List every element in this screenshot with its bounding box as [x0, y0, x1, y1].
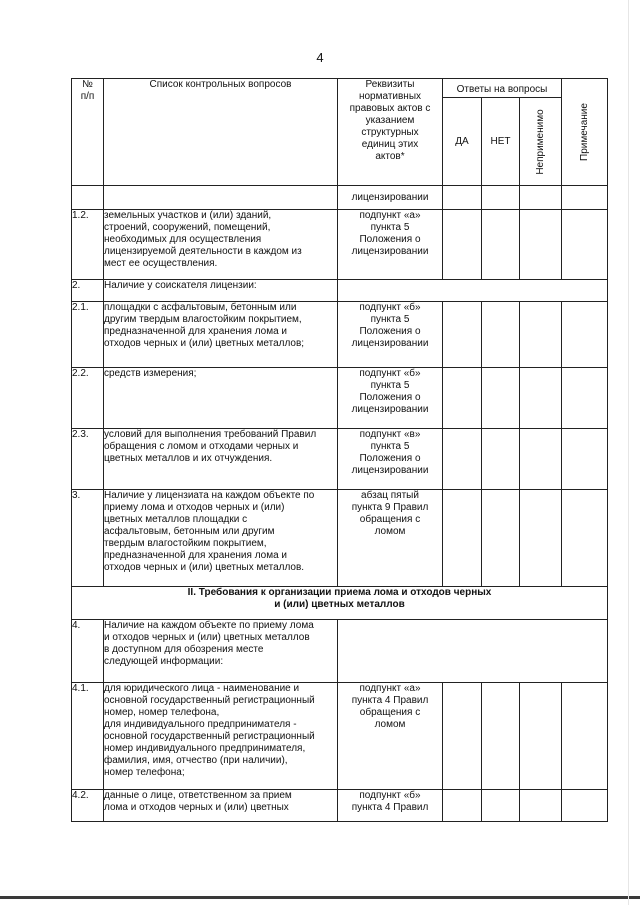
table-cell	[72, 490, 104, 587]
table-row	[72, 620, 608, 683]
table-cell	[443, 683, 482, 790]
table-cell	[72, 790, 104, 822]
table-cell	[338, 186, 443, 210]
table-cell	[482, 490, 520, 587]
table-cell	[482, 210, 520, 280]
table-cell	[562, 490, 608, 587]
table-cell	[562, 210, 608, 280]
question-text: земельных участков и (или) зданий, строений, сооружений, помещений, необходимых для осуществления лицензируемой деятельности в каждом из мест ее осуществления.	[104, 210, 338, 280]
cell-text: 4.1.	[72, 683, 89, 694]
table-cell	[443, 186, 482, 210]
table-cell	[562, 186, 608, 210]
table-row	[72, 368, 608, 429]
header-question-list	[104, 79, 338, 186]
table-cell	[520, 683, 562, 790]
cell-text: Список контрольных вопросов	[149, 79, 292, 90]
scan-bottom-edge	[0, 896, 640, 899]
table-cell	[482, 368, 520, 429]
table-cell	[562, 683, 608, 790]
table-cell	[443, 429, 482, 490]
table-cell	[562, 302, 608, 368]
table-cell	[72, 429, 104, 490]
table-cell	[443, 368, 482, 429]
header-note	[562, 79, 608, 186]
table-cell	[72, 186, 104, 210]
table-row	[72, 790, 608, 822]
table-cell	[520, 790, 562, 822]
table-cell: подпункт «б» пункта 5 Положения о лицензировании	[338, 302, 443, 368]
table-cell	[520, 210, 562, 280]
section-title: II. Требования к организации приема лома и отходов черных и (или) цветных металлов	[72, 587, 608, 620]
table-cell	[104, 280, 338, 302]
table-row	[72, 280, 608, 302]
table-cell	[482, 429, 520, 490]
table-cell	[520, 186, 562, 210]
legal-reference: подпункт «а» пункта 5 Положения о лицензировании	[338, 210, 443, 280]
checklist-table	[71, 78, 608, 822]
cell-text: ДА	[455, 135, 469, 147]
table-row	[72, 302, 608, 368]
table-cell: подпункт «в» пункта 5 Положения о лицензировании	[338, 429, 443, 490]
cell-text: № п/п	[80, 79, 95, 102]
cell-text: 1.2.	[72, 210, 89, 221]
table-cell	[482, 683, 520, 790]
table-cell	[443, 790, 482, 822]
cell-text: 4.	[72, 620, 81, 631]
table-cell	[443, 302, 482, 368]
table-cell	[72, 368, 104, 429]
table-cell	[482, 302, 520, 368]
table-cell	[338, 280, 608, 302]
table-row	[72, 186, 608, 210]
header-not-applicable	[520, 98, 562, 186]
header-no	[482, 98, 520, 186]
table-cell	[72, 620, 104, 683]
table-cell: подпункт «б» пункта 5 Положения о лицензировании	[338, 368, 443, 429]
table-cell	[72, 280, 104, 302]
cell-text: Примечание	[578, 103, 590, 161]
table-cell: Наличие на каждом объекте по приему лома и отходов черных и (или) цветных металлов в доступном для обозрения месте следующей информации:	[104, 620, 338, 683]
table-cell	[104, 186, 338, 210]
table-cell: подпункт «а» пункта 4 Правил обращения с ломом	[338, 683, 443, 790]
table-cell: площадки с асфальтовым, бетонным или другим твердым влагостойким покрытием, предназначенной для хранения лома и отходов черных и (или) цветных металлов;	[104, 302, 338, 368]
header-answers	[443, 79, 562, 98]
table-cell: для юридического лица - наименование и основной государственный регистрационный номер, номер телефона, для индивидуального предпринимателя - основной государственный регистрационный номер индивидуального предпринимателя, фамилия, имя, отчество (при наличии), номер телефона;	[104, 683, 338, 790]
table-cell	[72, 683, 104, 790]
cell-text: НЕТ	[490, 135, 511, 147]
table-cell: средств измерения;	[104, 368, 338, 429]
table-cell	[482, 186, 520, 210]
scan-right-edge	[628, 0, 629, 905]
table-cell	[482, 790, 520, 822]
header-legal-acts	[338, 79, 443, 186]
table-cell: условий для выполнения требований Правил обращения с ломом и отходами черных и цветных металлов и их отчуждения.	[104, 429, 338, 490]
cell-text: Неприменимо	[534, 108, 546, 175]
cell-text: 2.1.	[72, 302, 89, 313]
cell-text: 2.2.	[72, 368, 89, 379]
table-cell	[520, 368, 562, 429]
table-cell: абзац пятый пункта 9 Правил обращения с ломом	[338, 490, 443, 587]
table-cell: Наличие у лицензиата на каждом объекте по приему лома и отходов черных и (или) цветных металлов площадки с асфальтовым, бетонным или другим твердым влагостойким покрытием, предназначенной для хранения лома и отходов черных и (или) цветных металлов.	[104, 490, 338, 587]
table-cell: данные о лице, ответственном за прием лома и отходов черных и (или) цветных	[104, 790, 338, 822]
cell-text: лицензировании	[351, 192, 429, 203]
table-cell	[443, 490, 482, 587]
table-cell	[562, 790, 608, 822]
table-cell	[520, 302, 562, 368]
cell-text: 2.3.	[72, 429, 89, 440]
header-yes	[443, 98, 482, 186]
cell-text: 3.	[72, 490, 81, 501]
table-cell	[520, 429, 562, 490]
table-cell	[562, 429, 608, 490]
row-number	[72, 210, 104, 280]
table-cell: подпункт «б» пункта 4 Правил	[338, 790, 443, 822]
table-row	[72, 683, 608, 790]
cell-text: Наличие у соискателя лицензии:	[104, 280, 257, 291]
table-cell	[338, 620, 608, 683]
table-cell	[443, 210, 482, 280]
table-row	[72, 490, 608, 587]
table-cell	[72, 302, 104, 368]
header-row	[72, 79, 608, 98]
header-num	[72, 79, 104, 186]
page-number: 4	[316, 50, 324, 65]
cell-text: 2.	[72, 280, 81, 291]
table-row	[72, 210, 608, 280]
table-cell	[520, 490, 562, 587]
cell-text: Ответы на вопросы	[456, 84, 548, 95]
table-cell	[562, 368, 608, 429]
cell-text: Реквизиты нормативных правовых актов с указанием структурных единиц этих актов*	[349, 79, 431, 162]
cell-text: 4.2.	[72, 790, 89, 801]
section-row	[72, 587, 608, 620]
table-row	[72, 429, 608, 490]
